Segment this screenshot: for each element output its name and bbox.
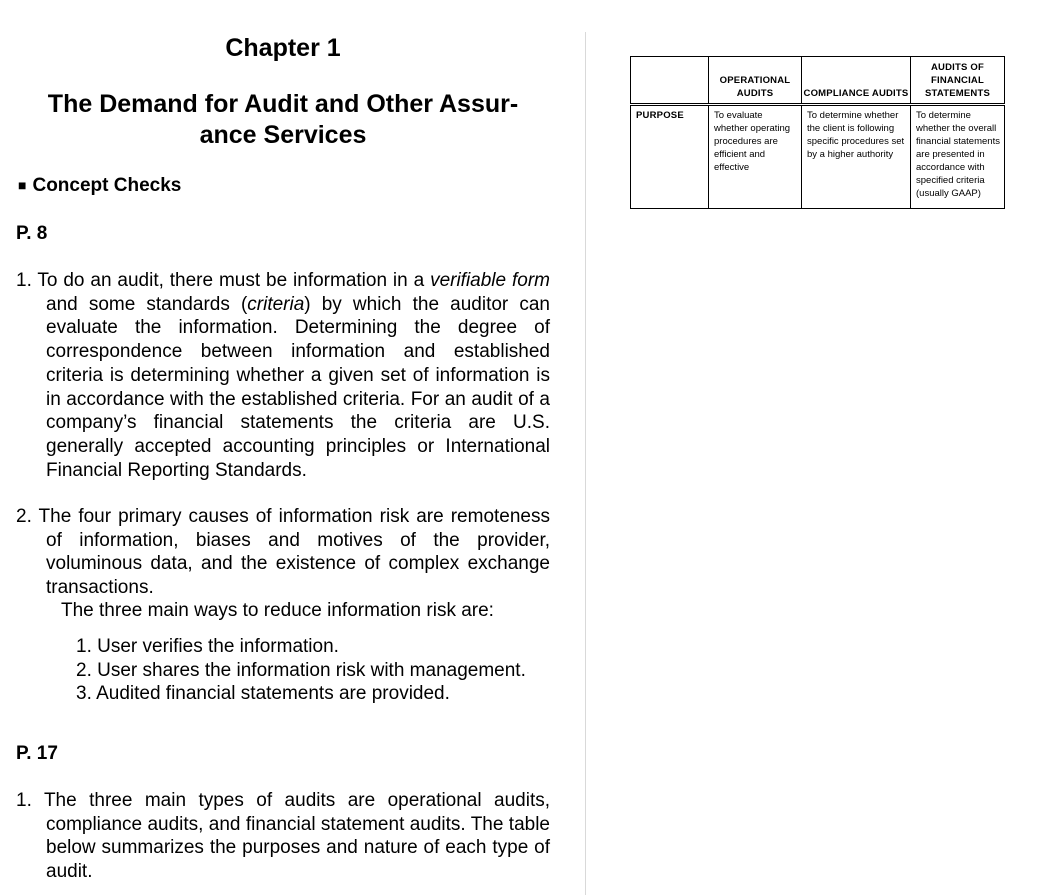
chapter-heading: Chapter 1	[225, 34, 341, 62]
answer-item-1	[16, 269, 550, 482]
page-reference-2: P. 17	[16, 743, 58, 764]
table-header-cell	[631, 57, 709, 105]
list-item: 2. User shares the information risk with management.	[76, 659, 526, 681]
section-heading-text: Concept Checks	[32, 175, 182, 196]
table-header-cell: COMPLIANCE AUDITS	[802, 57, 911, 105]
item-text: The four primary causes of information risk are remoteness of information, biases and motives of the provider, voluminous data, and the existence of complex exchange transactions.	[31, 506, 550, 599]
item-number: 1.	[16, 270, 32, 291]
table-row-label: PURPOSE	[631, 105, 709, 209]
chapter-title-line-1: The Demand for Audit and Other Assur-	[47, 90, 519, 118]
risk-reduction-intro: The three main ways to reduce information risk are:	[61, 600, 494, 621]
risk-reduction-list	[76, 635, 526, 706]
item-emphasis: verifiable form	[430, 270, 550, 291]
table-header-cell: AUDITS OF FINANCIAL STATEMENTS	[911, 57, 1005, 105]
square-bullet-icon: ■	[18, 177, 27, 193]
table-header-cell: OPERATIONAL AUDITS	[709, 57, 802, 105]
table-header-row	[631, 57, 1005, 105]
list-item: 3. Audited financial statements are provided.	[76, 683, 450, 705]
page-reference-1: P. 8	[16, 223, 48, 244]
item-text: ) by which the auditor can evaluate the information. Determining the degree of correspondence between information and established criteria is determining whether a given set of information is in accordance with the established criteria. For an audit of a company’s financial statements the criteria are U.S. generally accepted accounting principles or International Financial Reporting Standards.	[46, 293, 550, 481]
item-emphasis: criteria	[247, 293, 305, 315]
table-cell: To determine whether the overall financial statements are presented in accordance with specified criteria (usually GAAP)	[911, 105, 1005, 209]
answer-item-3	[16, 789, 550, 884]
item-text: and some standards (	[46, 293, 248, 315]
chapter-title-line-2: ance Services	[199, 121, 367, 149]
table-row	[631, 105, 1005, 209]
item-text: To do an audit, there must be information in a	[31, 270, 431, 291]
answer-item-2	[16, 505, 550, 600]
chapter-title	[16, 89, 550, 151]
column-divider	[585, 32, 586, 895]
list-item: 1. User verifies the information.	[76, 636, 339, 657]
item-text: The three main types of audits are operational audits, compliance audits, and financial statement audits. The table below summarizes the purposes and nature of each type of audit.	[31, 790, 550, 883]
item-number: 1.	[16, 790, 32, 811]
table-cell: To evaluate whether operating procedures are efficient and effective	[709, 105, 802, 209]
audit-types-table	[630, 56, 1005, 209]
table-cell: To determine whether the client is following specific procedures set by a higher authority	[802, 105, 911, 209]
section-heading	[18, 174, 181, 198]
item-number: 2.	[16, 506, 32, 527]
